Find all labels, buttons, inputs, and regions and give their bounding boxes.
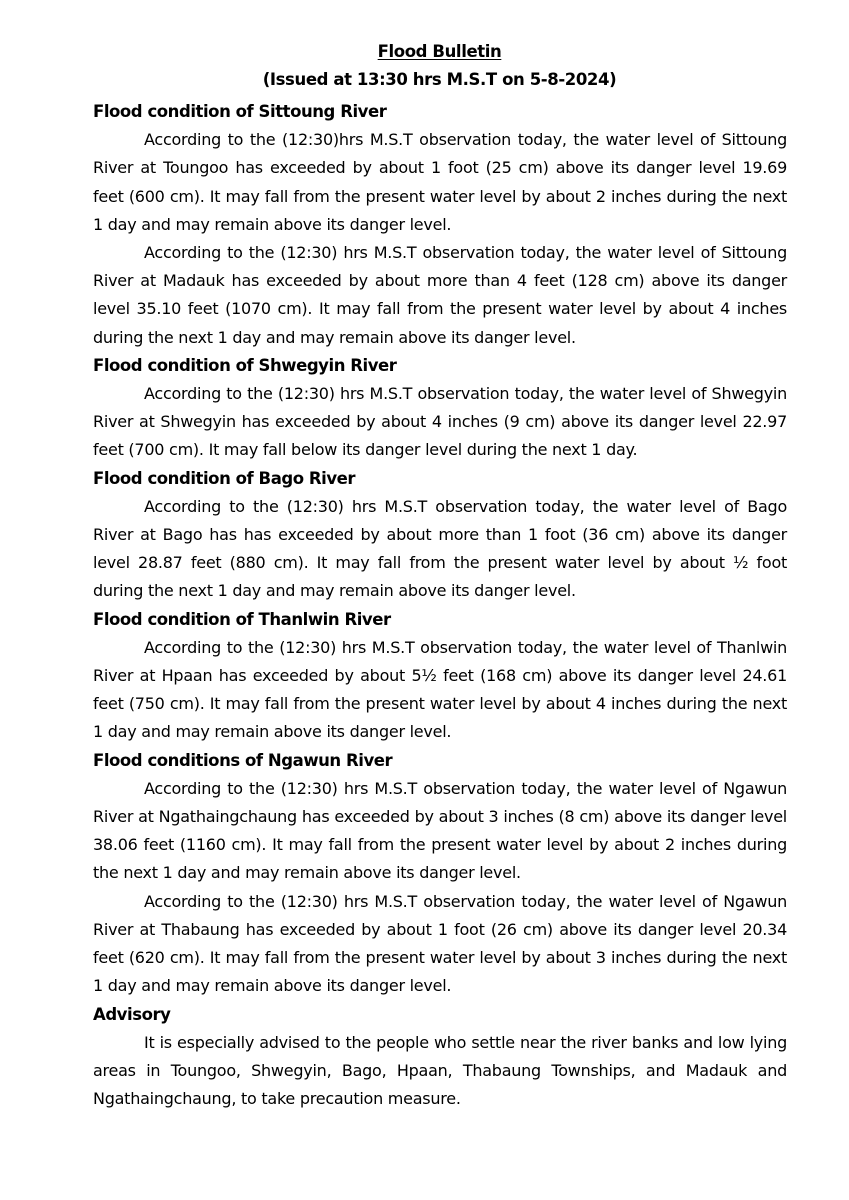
- section-heading: Flood condition of Thanlwin River: [93, 609, 391, 629]
- section-heading: Flood condition of Sittoung River: [93, 102, 387, 121]
- section-heading: Flood condition of Bago River: [93, 468, 356, 488]
- paragraph-advisory: It is especially advised to the people who settle near the river banks and low lying areas in Toungoo, Shwegyin, Bago, Hpaan, Thabaung Townships, and Madauk and Ngathaingchaung, to take precaution measure.: [93, 1032, 787, 1109]
- section-advisory: [93, 1001, 787, 1114]
- paragraph-toungoo: According to the (12:30)hrs M.S.T observation today, the water level of Sittoung River at Toungoo has exceeded by about 1 foot (25 cm) above its danger level 19.69 feet (600 cm). It may fall from the present water level by about 2 inches during the next 1 day and may remain above its danger level.: [93, 130, 787, 234]
- bulletin-issued-line: (Issued at 13:30 hrs M.S.T on 5-8-2024): [262, 70, 617, 89]
- paragraph-ngathaingchaung: According to the (12:30) hrs M.S.T observation today, the water level of Ngawun River at Ngathaingchaung has exceeded by about 3 inches (8 cm) above its danger level 38.06 feet (1160 cm). It may fall from the present water level by about 2 inches during the next 1 day and may remain above its danger level.: [93, 778, 787, 883]
- section-thanlwin: [93, 606, 787, 747]
- paragraph-shwegyin: According to the (12:30) hrs M.S.T observation today, the water level of Shwegyin River at Shwegyin has exceeded by about 4 inches (9 cm) above its danger level 22.97 feet (700 cm). It may fall below its danger level during the next 1 day.: [93, 384, 787, 460]
- bulletin-title: Flood Bulletin: [377, 42, 502, 61]
- paragraph-bago: According to the (12:30) hrs M.S.T observation today, the water level of Bago River at Bago has has exceeded by about more than 1 foot (36 cm) above its danger level 28.87 feet (880 cm). It may fall from the present water level by about ½ foot during the next 1 day and may remain above its danger level.: [93, 496, 787, 601]
- paragraph-hpaan: According to the (12:30) hrs M.S.T observation today, the water level of Thanlwin River at Hpaan has exceeded by about 5½ feet (168 cm) above its danger level 24.61 feet (750 cm). It may fall from the present water level by about 4 inches during the next 1 day and may remain above its danger level.: [93, 637, 787, 742]
- section-ngawun: [93, 747, 787, 1001]
- section-shwegyin: [93, 352, 787, 465]
- bulletin-body: [93, 98, 787, 1113]
- section-heading: Flood conditions of Ngawun River: [93, 750, 393, 770]
- section-heading: Advisory: [93, 1004, 171, 1024]
- section-sittoung: [93, 98, 787, 352]
- section-heading: Flood condition of Shwegyin River: [93, 355, 397, 375]
- paragraph-thabaung: According to the (12:30) hrs M.S.T observation today, the water level of Ngawun River at Thabaung has exceeded by about 1 foot (26 cm) above its danger level 20.34 feet (620 cm). It may fall from the present water level by about 3 inches during the next 1 day and may remain above its danger level.: [93, 891, 787, 996]
- paragraph-madauk: According to the (12:30) hrs M.S.T observation today, the water level of Sittoung River at Madauk has exceeded by about more than 4 feet (128 cm) above its danger level 35.10 feet (1070 cm). It may fall from the present water level by about 4 inches during the next 1 day and may remain above its danger level.: [93, 243, 787, 347]
- section-bago: [93, 465, 787, 606]
